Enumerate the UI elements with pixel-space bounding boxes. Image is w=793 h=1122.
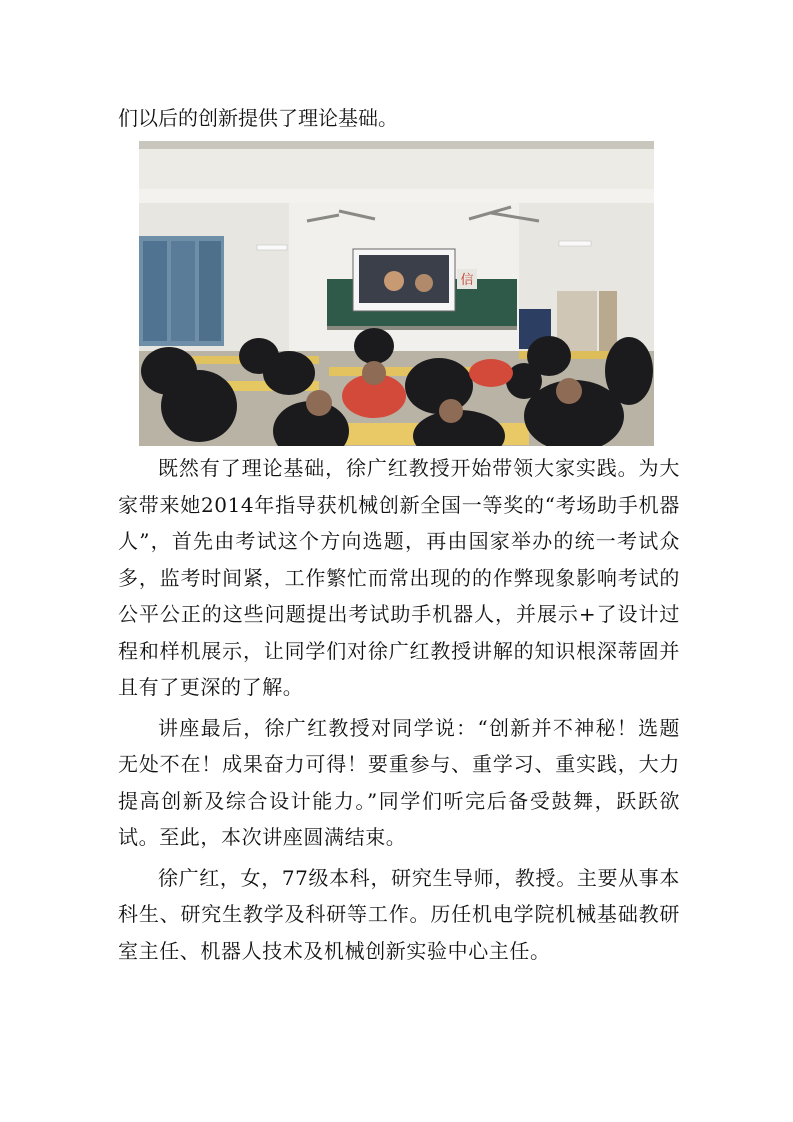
lecture-photo-illustration [139,141,654,446]
lecture-photo [139,141,654,446]
body-text [118,450,680,973]
paragraph-practice: 既然有了理论基础，徐广红教授开始带领大家实践。为大家带来她2014年指导获机械创新全国一等奖的“考场助手机器人”，首先由考试这个方向选题，再由国家举办的统一考试众多，监考时间紧，工作繁忙而常出现的的作弊现象影响考试的公平公正的这些问题提出考试助手机器人，并展示+了设计过程和样机展示，让同学们对徐广红教授讲解的知识根深蒂固并且有了更深的了解。 [118,456,680,699]
lead-line: 们以后的创新提供了理论基础。 [118,106,398,130]
wall-sign-text: 信 [460,273,474,288]
paragraph-closing: 讲座最后，徐广红教授对同学说：“创新并不神秘！选题无处不在！成果奋力可得！要重参与、重学习、重实践，大力提高创新及综合设计能力。”同学们听完后备受鼓舞，跃跃欲试。至此，本次讲座圆满结束。 [118,715,680,849]
paragraph-bio: 徐广红，女，77级本科，研究生导师，教授。主要从事本科生、研究生教学及科研等工作。历任机电学院机械基础教研室主任、机器人技术及机械创新实验中心主任。 [118,865,680,963]
